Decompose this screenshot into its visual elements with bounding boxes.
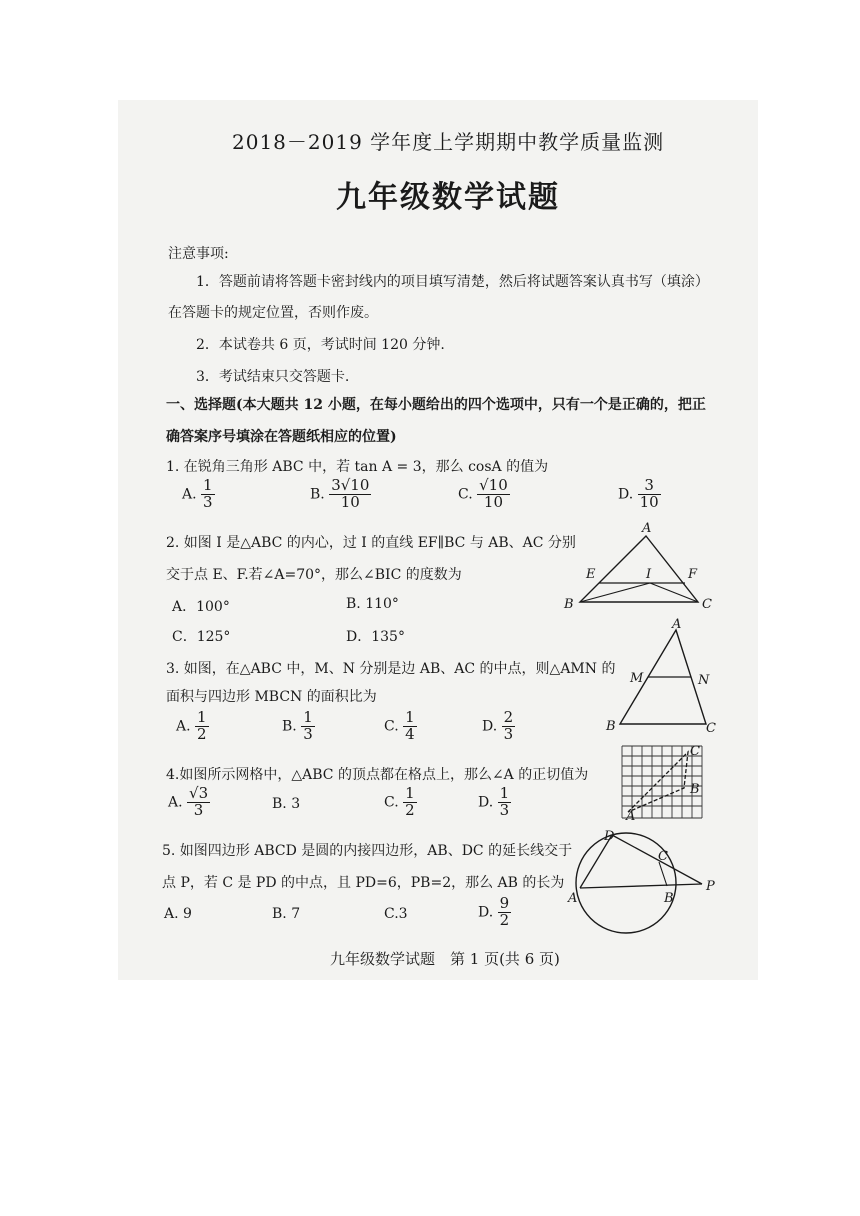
question-2-stem-line1: 2. 如图 I 是△ABC 的内心，过 I 的直线 EF∥BC 与 AB、AC 分别: [166, 535, 576, 551]
figure-label-c: C: [690, 744, 700, 759]
question-3-stem-line1: 3. 如图，在△ABC 中，M、N 分别是边 AB、AC 的中点，则△AMN 的: [166, 661, 616, 677]
figure-label-d: D: [604, 829, 615, 844]
note-item-1-line2: 在答题卡的规定位置，否则作废。: [168, 305, 378, 321]
question-1-option-c: C. $\frac{√10}{10}$: [458, 476, 508, 511]
question-2-figure-triangle: [560, 520, 720, 612]
figure-label-a: A: [672, 617, 682, 632]
fraction: $\frac{1}{3}$: [303, 708, 313, 743]
figure-label-m: M: [630, 671, 644, 686]
figure-label-n: N: [698, 673, 710, 688]
question-1-stem: 1. 在锐角三角形 ABC 中，若 tan A = 3，那么 cosA 的值为: [166, 459, 549, 475]
note-item-3: 3．考试结束只交答题卡.: [196, 369, 350, 385]
figure-label-f: F: [688, 567, 698, 582]
figure-label-e: E: [586, 567, 596, 582]
question-3-option-b: B. $\frac{1}{3}$: [282, 708, 313, 743]
figure-label-b: B: [564, 597, 574, 612]
question-3-option-d: D. $\frac{2}{3}$: [482, 708, 514, 743]
figure-label-p: P: [706, 879, 715, 894]
question-4-stem: 4.如图所示网格中，△ABC 的顶点都在格点上，那么∠A 的正切值为: [166, 767, 589, 783]
fraction: $\frac{3}{10}$: [639, 476, 659, 511]
figure-label-c: C: [702, 597, 712, 612]
question-4-option-d: D. $\frac{1}{3}$: [478, 784, 510, 819]
question-2-option-d: D．135°: [346, 629, 405, 645]
figure-label-b: B: [690, 782, 700, 797]
fraction: $\frac{√3}{3}$: [189, 784, 209, 819]
exam-subtitle: 2018－2019 学年度上学期期中教学质量监测: [232, 130, 665, 154]
figure-label-a: A: [626, 809, 636, 822]
fraction: $\frac{9}{2}$: [499, 894, 510, 929]
question-1-option-b: B. $\frac{3√10}{10}$: [310, 476, 370, 511]
question-3-option-c: C. $\frac{1}{4}$: [384, 708, 415, 743]
fraction: $\frac{1}{4}$: [405, 708, 415, 743]
question-5-figure-circle: [564, 826, 728, 940]
question-5-option-a: A. 9: [164, 906, 192, 922]
fraction: $\frac{1}{2}$: [197, 708, 207, 743]
fraction: $\frac{1}{3}$: [499, 784, 510, 819]
question-3-option-a: A. $\frac{1}{2}$: [176, 708, 207, 743]
figure-label-b: B: [664, 891, 674, 906]
fraction: $\frac{1}{3}$: [203, 476, 213, 511]
question-4-figure-grid: [618, 742, 706, 822]
fraction: $\frac{1}{2}$: [405, 784, 415, 819]
notes-heading: 注意事项:: [168, 246, 229, 262]
question-2-option-c: C．125°: [172, 629, 231, 645]
question-2-option-a: A．100°: [172, 599, 230, 615]
section-heading-line1: 一、选择题(本大题共 12 小题，在每小题给出的四个选项中，只有一个是正确的，把正: [166, 397, 706, 413]
figure-label-a: A: [642, 521, 652, 536]
section-heading-line2: 确答案序号填涂在答题纸相应的位置): [166, 429, 397, 445]
figure-label-c: C: [706, 721, 716, 736]
note-item-2: 2．本试卷共 6 页，考试时间 120 分钟.: [196, 337, 445, 353]
question-5-option-c: C.3: [384, 906, 408, 922]
page-footer: 九年级数学试题 第 1 页(共 6 页): [330, 950, 560, 968]
question-5-option-b: B. 7: [272, 906, 301, 922]
fraction: $\frac{2}{3}$: [503, 708, 514, 743]
question-5-stem-line1: 5. 如图四边形 ABCD 是圆的内接四边形，AB、DC 的延长线交于: [162, 843, 573, 859]
figure-label-b: B: [606, 719, 616, 734]
question-5-stem-line2: 点 P，若 C 是 PD 的中点，且 PD=6，PB=2，那么 AB 的长为: [162, 875, 565, 891]
question-2-stem-line2: 交于点 E、F.若∠A=70°，那么∠BIC 的度数为: [166, 567, 462, 583]
question-4-option-c: C. $\frac{1}{2}$: [384, 784, 415, 819]
question-1-option-d: D. $\frac{3}{10}$: [618, 476, 659, 511]
figure-label-i: I: [646, 567, 652, 582]
figure-label-a: A: [568, 891, 578, 906]
question-1-option-a: A. $\frac{1}{3}$: [182, 476, 213, 511]
question-2-option-b: B. 110°: [346, 596, 399, 612]
figure-label-c: C: [658, 849, 668, 864]
fraction: $\frac{3√10}{10}$: [331, 476, 370, 511]
fraction: $\frac{√10}{10}$: [479, 476, 508, 511]
question-3-stem-line2: 面积与四边形 MBCN 的面积比为: [166, 689, 377, 705]
note-item-1-line1: 1．答题前请将答题卡密封线内的项目填写清楚，然后将试题答案认真书写（填涂）: [196, 274, 709, 290]
question-4-option-b: B. 3: [272, 796, 301, 812]
question-4-option-a: A. $\frac{√3}{3}$: [168, 784, 209, 819]
question-3-figure-triangle: [600, 616, 726, 736]
exam-title: 九年级数学试题: [336, 180, 560, 215]
question-5-option-d: D. $\frac{9}{2}$: [478, 894, 510, 929]
